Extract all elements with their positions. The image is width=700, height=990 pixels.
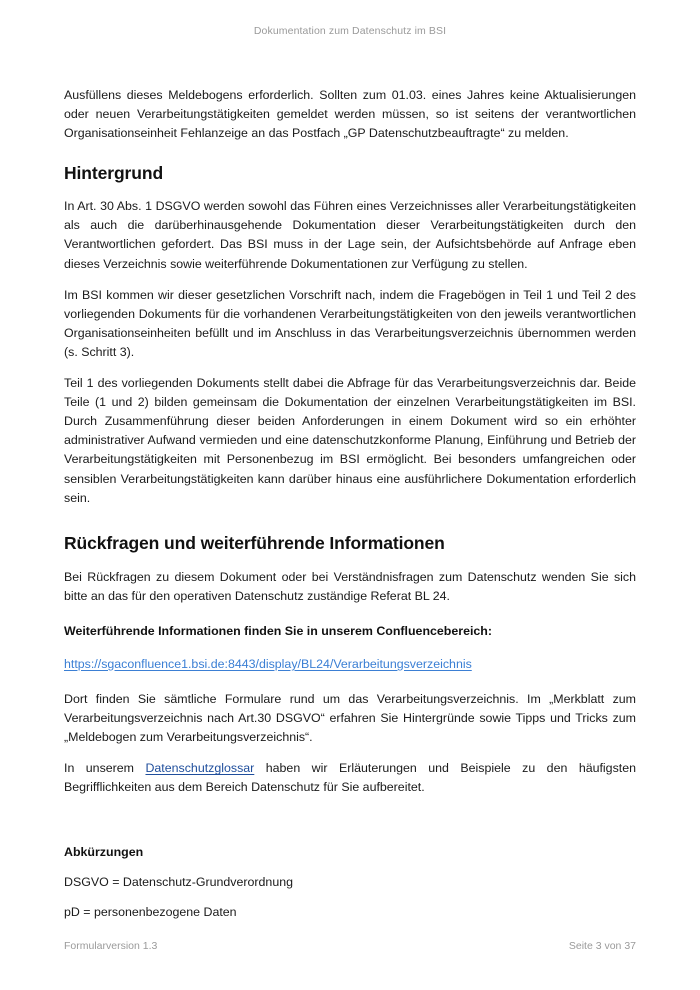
forms-paragraph: Dort finden Sie sämtliche Formulare rund um das Verarbeitungsverzeichnis. Im „Merkblatt zum Verarbeitungsverzeichnis nach Art.30 DSGVO“ erfahren Sie Hintergründe sowie Tipps und Tricks zum „Meldebogen zum Verarbeitungsverzeichnis“. bbox=[64, 691, 636, 745]
datenschutzglossar-link[interactable]: Datenschutzglossar bbox=[145, 761, 255, 776]
abbreviation-item-pd: pD = personenbezogene Daten bbox=[64, 905, 237, 920]
background-paragraph-1: In Art. 30 Abs. 1 DSGVO werden sowohl das Führen eines Verzeichnisses aller Verarbeitungstätigkeiten als auch die darüberhinausgehende Dokumentation dieser Verarbeitungstätigkeiten durch den Verantwortlichen gefordert. Das BSI muss in der Lage sein, der Aufsichtsbehörde auf Anfrage eben dieses Verzeichnis sowie weiterführende Dokumentationen zur Verfügung zu stellen. bbox=[64, 199, 636, 271]
page-footer bbox=[64, 940, 636, 952]
glossary-prefix-text: In unserem bbox=[64, 761, 146, 776]
confluence-lead-text: Weiterführende Informationen finden Sie in unserem Confluencebereich: bbox=[64, 623, 492, 638]
confluence-url-link[interactable]: https://sgaconfluence1.bsi.de:8443/display/BL24/Verarbeitungsverzeichnis bbox=[64, 656, 472, 671]
glossary-suffix-text: haben wir Erläuterungen und Beispiele zu den häufigsten Begrifflichkeiten aus dem Bereich Datenschutz für Sie aufbereitet. bbox=[64, 761, 636, 795]
abbreviation-item-dsgvo: DSGVO = Datenschutz-Grundverordnung bbox=[64, 875, 293, 890]
confluence-url-line bbox=[64, 655, 636, 674]
glossary-paragraph bbox=[64, 759, 636, 797]
heading-hintergrund: Hintergrund bbox=[64, 163, 164, 184]
document-body bbox=[64, 86, 636, 921]
intro-paragraph: Ausfüllens dieses Meldebogens erforderlich. Sollten zum 01.03. eines Jahres keine Aktualisierungen oder neuen Verarbeitungstätigkeiten gemeldet werden müssen, so ist seitens der verantwortlichen Organisationseinheit Fehlanzeige an das Postfach „GP Datenschutzbeauftragte“ zu melden. bbox=[64, 88, 636, 141]
questions-paragraph: Bei Rückfragen zu diesem Dokument oder bei Verständnisfragen zum Datenschutz wenden Sie sich bitte an das für den operativen Datenschutz zuständige Referat BL 24. bbox=[64, 569, 636, 603]
running-header: Dokumentation zum Datenschutz im BSI bbox=[253, 25, 447, 37]
abbreviations-block bbox=[64, 843, 636, 921]
abbreviations-title: Abkürzungen bbox=[64, 845, 144, 860]
background-paragraph-3: Teil 1 des vorliegenden Dokuments stellt dabei die Abfrage für das Verarbeitungsverzeichnis dar. Beide Teile (1 und 2) bilden gemeinsam die Dokumentation der einzelnen Verarbeitungstätigkeiten im BSI. Durch Zusammenführung dieser beiden Anforderungen in einem Dokument wird so ein erhöhter administrativer Aufwand vermieden und eine datenschutzkonforme Planung, Einführung und Betrieb der Verarbeitungstätigkeiten mit Personenbezug im BSI ermöglicht. Bei besonders umfangreichen oder sensiblen Verarbeitungstätigkeiten kann darüber hinaus eine ausführlichere Dokumentation erforderlich sein. bbox=[64, 376, 636, 505]
heading-rueckfragen: Rückfragen und weiterführende Informationen bbox=[64, 532, 445, 553]
footer-page-indicator: Seite 3 von 37 bbox=[568, 940, 636, 952]
background-paragraph-2: Im BSI kommen wir dieser gesetzlichen Vorschrift nach, indem die Fragebögen in Teil 1 und Teil 2 des vorliegenden Dokuments für die vorhandenen Verarbeitungstätigkeiten von den jeweils verantwortlichen Organisationseinheiten befüllt und im Anschluss in das Verarbeitungsverzeichnis übernommen werden (s. Schritt 3). bbox=[64, 287, 636, 359]
footer-form-version: Formularversion 1.3 bbox=[64, 940, 158, 952]
